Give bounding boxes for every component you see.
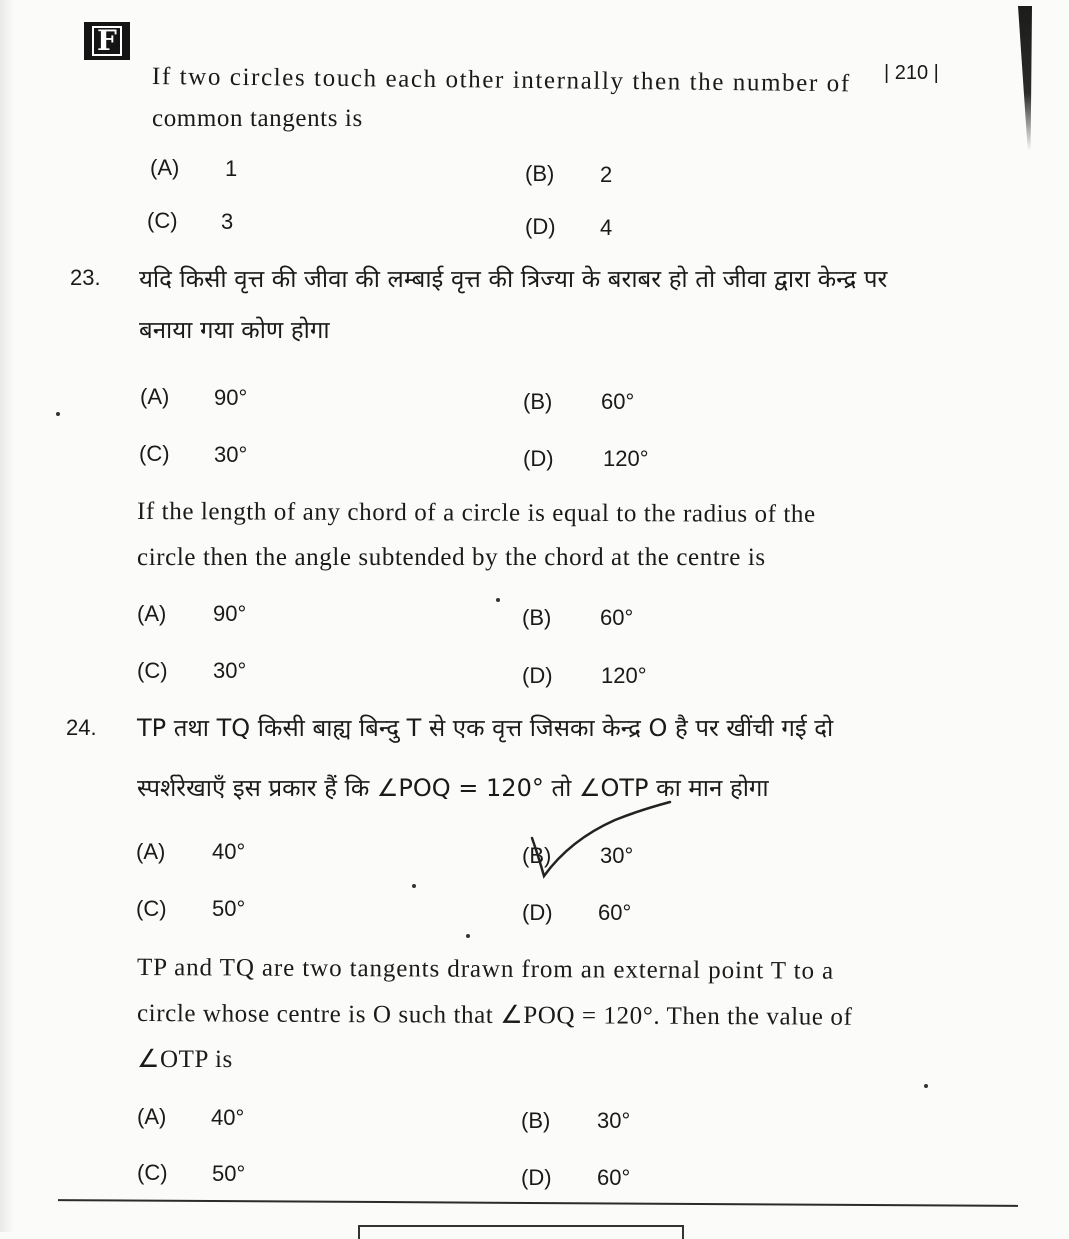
- page-number: | 210 |: [884, 62, 939, 84]
- footer-box: [358, 1225, 684, 1239]
- q23-english-option-a-label: (A): [137, 601, 167, 626]
- q22-english-line-2: common tangents is: [152, 105, 363, 132]
- q23-number: 23.: [70, 265, 101, 290]
- q23-hindi-line-2: बनाया गया कोण होगा: [139, 316, 330, 344]
- q23-english-line-1: If the length of any chord of a circle is equal to the radius of the: [136, 498, 816, 528]
- q24-hindi-option-c-value: 50°: [212, 896, 246, 921]
- page-bottom-rule: [58, 1199, 1018, 1207]
- q23-hindi-line-1: यदि किसी वृत्त की जीवा की लम्बाई वृत्त की त्रिज्या के बराबर हो तो जीवा द्वारा केन्द्र पर: [139, 265, 888, 293]
- q22-option-b-value: 2: [600, 162, 613, 187]
- q24-hindi-line-2: स्पर्शरेखाएँ इस प्रकार हैं कि ∠POQ = 120° तो ∠OTP का मान होगा: [137, 774, 769, 802]
- q24-english-line-3: ∠OTP is: [137, 1046, 233, 1073]
- q24-english-option-a-label: (A): [137, 1104, 167, 1129]
- q23-english-option-b-label: (B): [522, 605, 552, 630]
- q23-hindi-option-a-value: 90°: [214, 385, 248, 410]
- q24-hindi-option-b-label: (B): [522, 843, 552, 868]
- q23-english-option-a-value: 90°: [213, 601, 247, 626]
- q22-english-line-1: If two circles touch each other internally then the number of: [151, 63, 851, 98]
- q24-english-option-b-value: 30°: [597, 1108, 631, 1133]
- q24-hindi-line-1: TP तथा TQ किसी बाह्य बिन्दु T से एक वृत्त जिसका केन्द्र O है पर खींची गई दो: [137, 714, 834, 742]
- q23-english-option-c-value: 30°: [213, 658, 247, 683]
- q24-english-option-d-value: 60°: [597, 1165, 631, 1190]
- q24-english-option-a-value: 40°: [211, 1105, 245, 1130]
- page-binding-shadow: [1018, 6, 1032, 151]
- q24-english-option-d-label: (D): [521, 1165, 552, 1190]
- page-left-edge: [0, 0, 14, 1232]
- q23-hindi-option-d-value: 120°: [603, 446, 649, 471]
- q24-hindi-option-a-label: (A): [136, 839, 166, 864]
- q22-option-d-label: (D): [525, 214, 556, 239]
- scan-speck: [412, 884, 416, 888]
- q23-hindi-option-b-value: 60°: [601, 389, 635, 414]
- q24-english-option-c-value: 50°: [212, 1161, 246, 1186]
- q24-hindi-option-a-value: 40°: [212, 839, 246, 864]
- scan-speck: [56, 412, 60, 416]
- q24-number: 24.: [66, 715, 97, 740]
- q22-option-c-value: 3: [221, 209, 234, 234]
- q24-hindi-option-b-value: 30°: [600, 843, 634, 868]
- q24-english-line-1: TP and TQ are two tangents drawn from an external point T to a: [136, 954, 835, 985]
- scan-speck: [496, 598, 500, 602]
- q23-english-line-2: circle then the angle subtended by the chord at the centre is: [137, 544, 766, 571]
- q24-english-line-2: circle whose centre is O such that ∠POQ = 120°. Then the value of: [136, 1000, 853, 1031]
- q22-option-c-label: (C): [147, 208, 178, 233]
- q24-hindi-option-d-label: (D): [522, 900, 553, 925]
- q23-english-option-c-label: (C): [137, 658, 168, 683]
- scan-speck: [466, 934, 470, 938]
- q22-option-a-label: (A): [150, 155, 180, 180]
- q23-english-option-d-label: (D): [522, 663, 553, 688]
- q22-option-a-value: 1: [225, 156, 238, 181]
- scan-speck: [924, 1084, 928, 1088]
- q24-english-option-c-label: (C): [137, 1160, 168, 1185]
- answer-tick-mark: [530, 800, 680, 890]
- q23-hindi-option-a-label: (A): [140, 384, 170, 409]
- set-label-badge: F: [84, 22, 130, 60]
- q23-hindi-option-c-value: 30°: [214, 442, 248, 467]
- q22-option-d-value: 4: [600, 215, 613, 240]
- q23-english-option-d-value: 120°: [601, 663, 647, 688]
- q23-english-option-b-value: 60°: [600, 605, 634, 630]
- q24-hindi-option-c-label: (C): [136, 896, 167, 921]
- q23-hindi-option-b-label: (B): [523, 389, 553, 414]
- q23-hindi-option-d-label: (D): [523, 446, 554, 471]
- q23-hindi-option-c-label: (C): [139, 441, 170, 466]
- q24-hindi-option-d-value: 60°: [598, 900, 632, 925]
- q22-option-b-label: (B): [525, 161, 555, 186]
- q24-english-option-b-label: (B): [521, 1108, 551, 1133]
